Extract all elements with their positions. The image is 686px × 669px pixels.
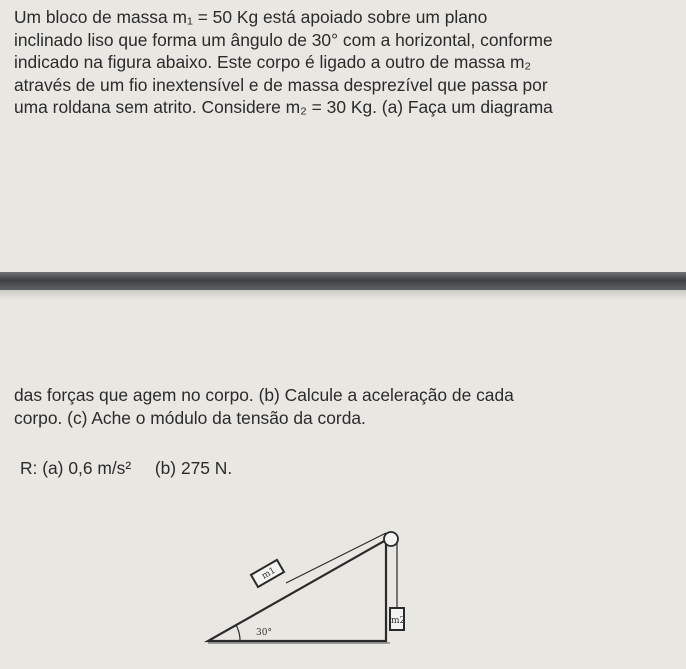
answer-prefix: R: (a) bbox=[20, 458, 64, 478]
incline-plane bbox=[208, 540, 386, 641]
answer-b-label: (b) bbox=[154, 458, 177, 478]
answer-line bbox=[20, 458, 232, 479]
angle-label: 30° bbox=[256, 628, 272, 638]
answer-a-value: 0,6 m/s² bbox=[68, 458, 132, 478]
problem-statement-bottom bbox=[14, 384, 674, 429]
block-m2-label: m2 bbox=[391, 616, 406, 626]
problem-line-5: uma roldana sem atrito. Considere m₂ = 30 Kg. (a) Faça um diagrama bbox=[14, 97, 553, 118]
page-fold-shadow bbox=[0, 290, 686, 300]
pulley bbox=[384, 532, 398, 546]
problem-line-4: através de um fio inextensível e de massa desprezível que passa por bbox=[14, 74, 548, 95]
problem-line-7: corpo. (c) Ache o módulo da tensão da corda. bbox=[14, 407, 366, 428]
incline-figure bbox=[200, 525, 430, 650]
page-fold-band bbox=[0, 272, 686, 290]
problem-line-2: inclinado liso que forma um ângulo de 30° com a horizontal, conforme bbox=[14, 29, 553, 50]
angle-arc bbox=[236, 625, 240, 641]
block-m1-label: m1 bbox=[260, 565, 278, 582]
answer-b-value: 275 N. bbox=[180, 458, 233, 478]
problem-statement-top bbox=[14, 6, 674, 119]
rope-incline bbox=[286, 533, 386, 583]
problem-line-1: Um bloco de massa m₁ = 50 Kg está apoiado sobre um plano bbox=[14, 7, 488, 27]
problem-line-3: indicado na figura abaixo. Este corpo é ligado a outro de massa m₂ bbox=[14, 52, 532, 73]
problem-line-6: das forças que agem no corpo. (b) Calcule a aceleração de cada bbox=[14, 385, 514, 405]
block-m1 bbox=[251, 560, 284, 587]
